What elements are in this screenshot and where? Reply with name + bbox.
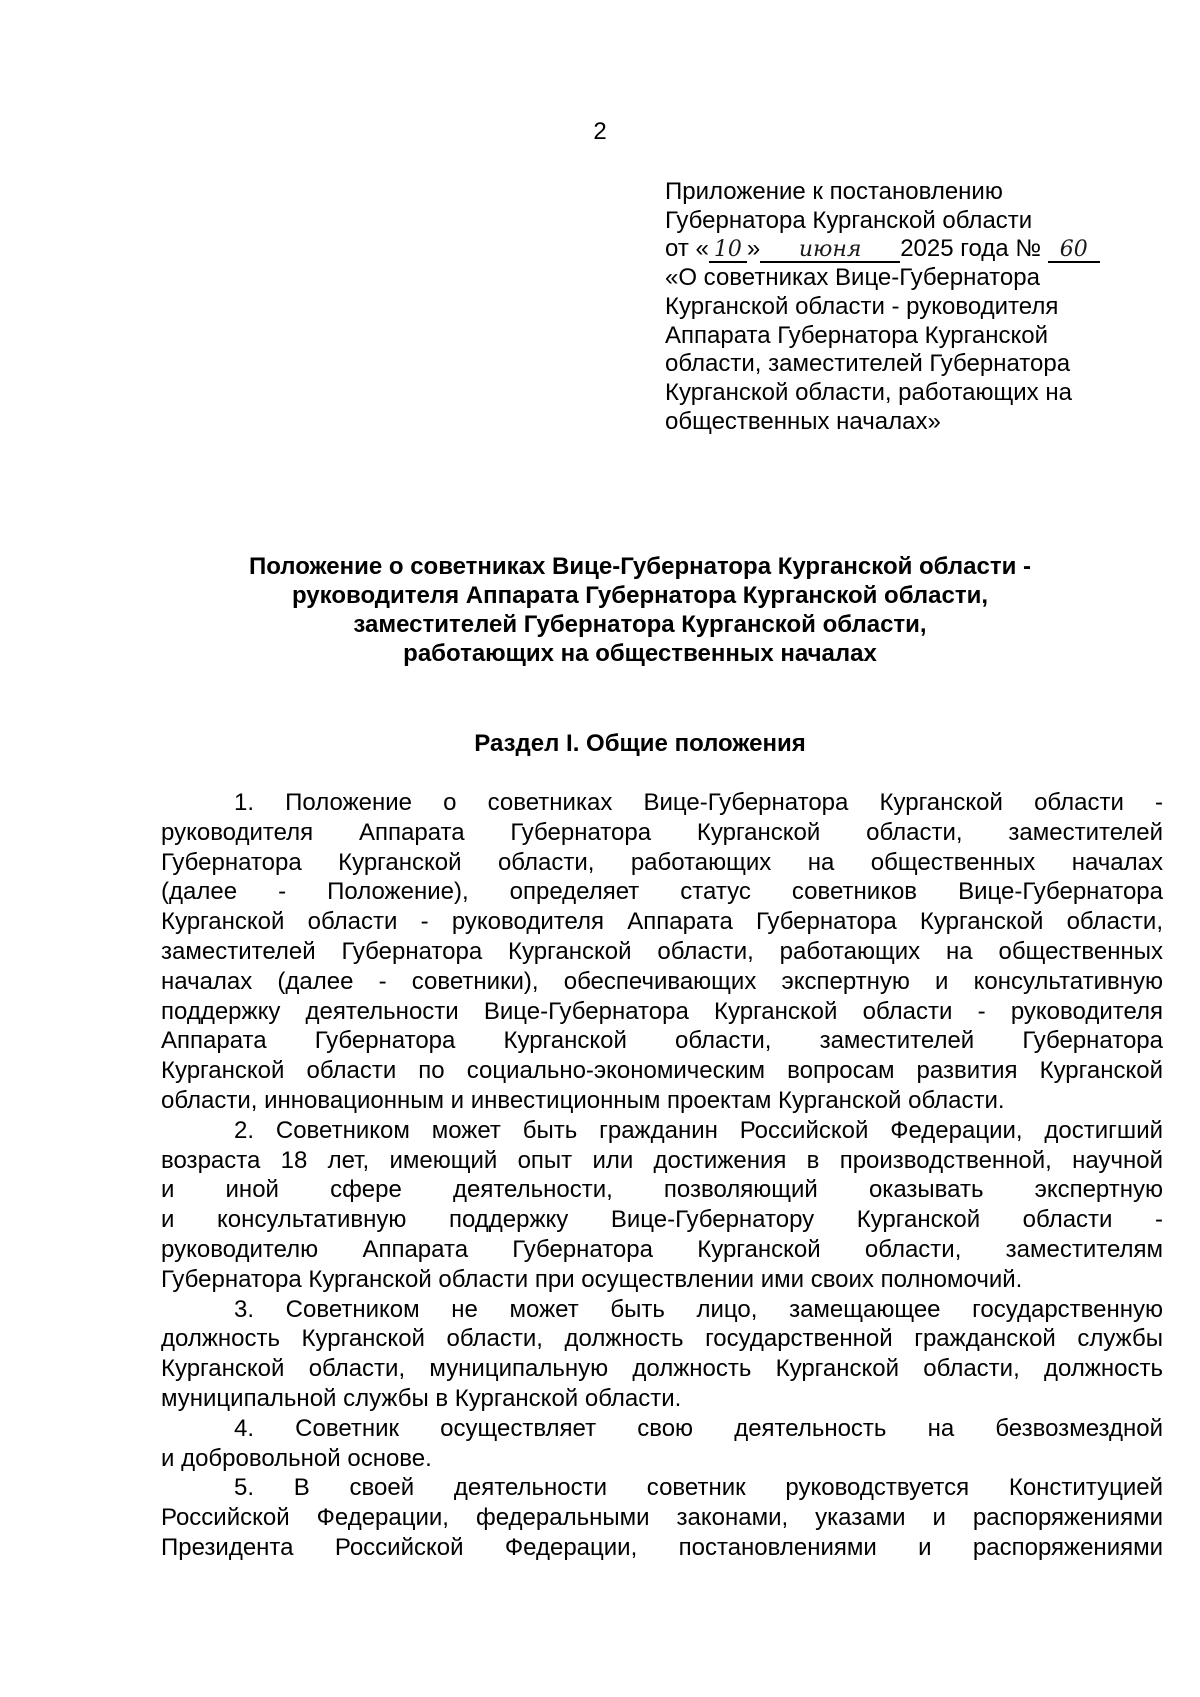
body-line: Российской Федерации, федеральными законами, указами и распоряжениями bbox=[161, 1504, 1163, 1532]
body-line: (далее - Положение), определяет статус советников Вице-Губернатора bbox=[161, 878, 1163, 906]
appendix-date-line bbox=[665, 235, 1145, 264]
appendix-line: «О советниках Вице-Губернатора bbox=[665, 264, 1040, 292]
date-year: 2025 года № bbox=[900, 235, 1042, 263]
body-line: поддержку деятельности Вице-Губернатора Курганской области - руководителя bbox=[161, 997, 1163, 1025]
body-line: возраста 18 лет, имеющий опыт или достижения в производственной, научной bbox=[161, 1146, 1163, 1174]
body-line: заместителей Губернатора Курганской области, работающих на общественных bbox=[161, 937, 1163, 965]
body-line: Губернатора Курганской области при осуществлении ими своих полномочий. bbox=[161, 1265, 1023, 1293]
body-line: Курганской области, муниципальную должность Курганской области, должность bbox=[161, 1355, 1163, 1383]
body-line: Курганской области - руководителя Аппарата Губернатора Курганской области, bbox=[161, 908, 1163, 936]
body-line: руководителю Аппарата Губернатора Курганской области, заместителям bbox=[161, 1235, 1163, 1263]
title-line: работающих на общественных началах bbox=[403, 640, 877, 667]
body-line: 2. Советником может быть гражданин Российской Федерации, достигший bbox=[234, 1116, 1163, 1144]
document-body bbox=[161, 788, 1163, 1563]
title-line: Положение о советниках Вице-Губернатора Курганской области - bbox=[248, 553, 1032, 580]
appendix-header bbox=[665, 178, 1145, 436]
appendix-line: Курганской области, работающих на bbox=[665, 378, 1072, 406]
body-line: и консультативную поддержку Вице-Губернатору Курганской области - bbox=[161, 1206, 1163, 1234]
body-line: Аппарата Губернатора Курганской области, заместителей Губернатора bbox=[161, 1027, 1163, 1055]
body-line: муниципальной службы в Курганской области. bbox=[161, 1384, 682, 1412]
body-line: области, инновационным и инвестиционным проектам Курганской области. bbox=[161, 1086, 1005, 1114]
section-heading: Раздел I. Общие положения bbox=[474, 730, 806, 757]
body-line: руководителя Аппарата Губернатора Курганской области, заместителей bbox=[161, 818, 1163, 846]
appendix-line: Губернатора Курганской области bbox=[665, 206, 1033, 234]
body-line: Губернатора Курганской области, работающих на общественных началах bbox=[161, 848, 1163, 876]
appendix-line: Курганской области - руководителя bbox=[665, 292, 1059, 320]
body-line: 3. Советником не может быть лицо, замещающее государственную bbox=[234, 1295, 1163, 1323]
body-line: и иной сфере деятельности, позволяющий оказывать экспертную bbox=[161, 1176, 1163, 1204]
body-line: должность Курганской области, должность государственной гражданской службы bbox=[161, 1325, 1163, 1353]
body-line: и добровольной основе. bbox=[161, 1444, 432, 1472]
body-line: 4. Советник осуществляет свою деятельность на безвозмездной bbox=[234, 1414, 1163, 1442]
body-line: Курганской области по социально-экономическим вопросам развития Курганской bbox=[161, 1057, 1163, 1085]
handwritten-day: 10 bbox=[709, 239, 747, 263]
handwritten-month: июня bbox=[760, 239, 900, 263]
body-line: Президента Российской Федерации, постановлениями и распоряжениями bbox=[161, 1533, 1163, 1561]
handwritten-doc-number: 60 bbox=[1048, 239, 1100, 263]
body-line: 1. Положение о советниках Вице-Губернатора Курганской области - bbox=[234, 789, 1163, 816]
appendix-line: области, заместителей Губернатора bbox=[665, 350, 1071, 378]
body-line: началах (далее - советники), обеспечивающих экспертную и консультативную bbox=[161, 967, 1163, 995]
appendix-line: общественных началах» bbox=[665, 407, 941, 435]
appendix-line: Приложение к постановлению bbox=[665, 178, 1003, 205]
appendix-line: Аппарата Губернатора Курганской bbox=[665, 321, 1049, 349]
page-number: 2 bbox=[593, 118, 607, 145]
title-line: заместителей Губернатора Курганской области, bbox=[353, 611, 927, 638]
date-mid: » bbox=[746, 235, 761, 263]
date-prefix: от « bbox=[665, 235, 709, 263]
body-line: 5. В своей деятельности советник руководствуется Конституцией bbox=[234, 1474, 1163, 1502]
title-line: руководителя Аппарата Губернатора Курганской области, bbox=[291, 582, 989, 609]
document-title bbox=[150, 552, 1130, 668]
